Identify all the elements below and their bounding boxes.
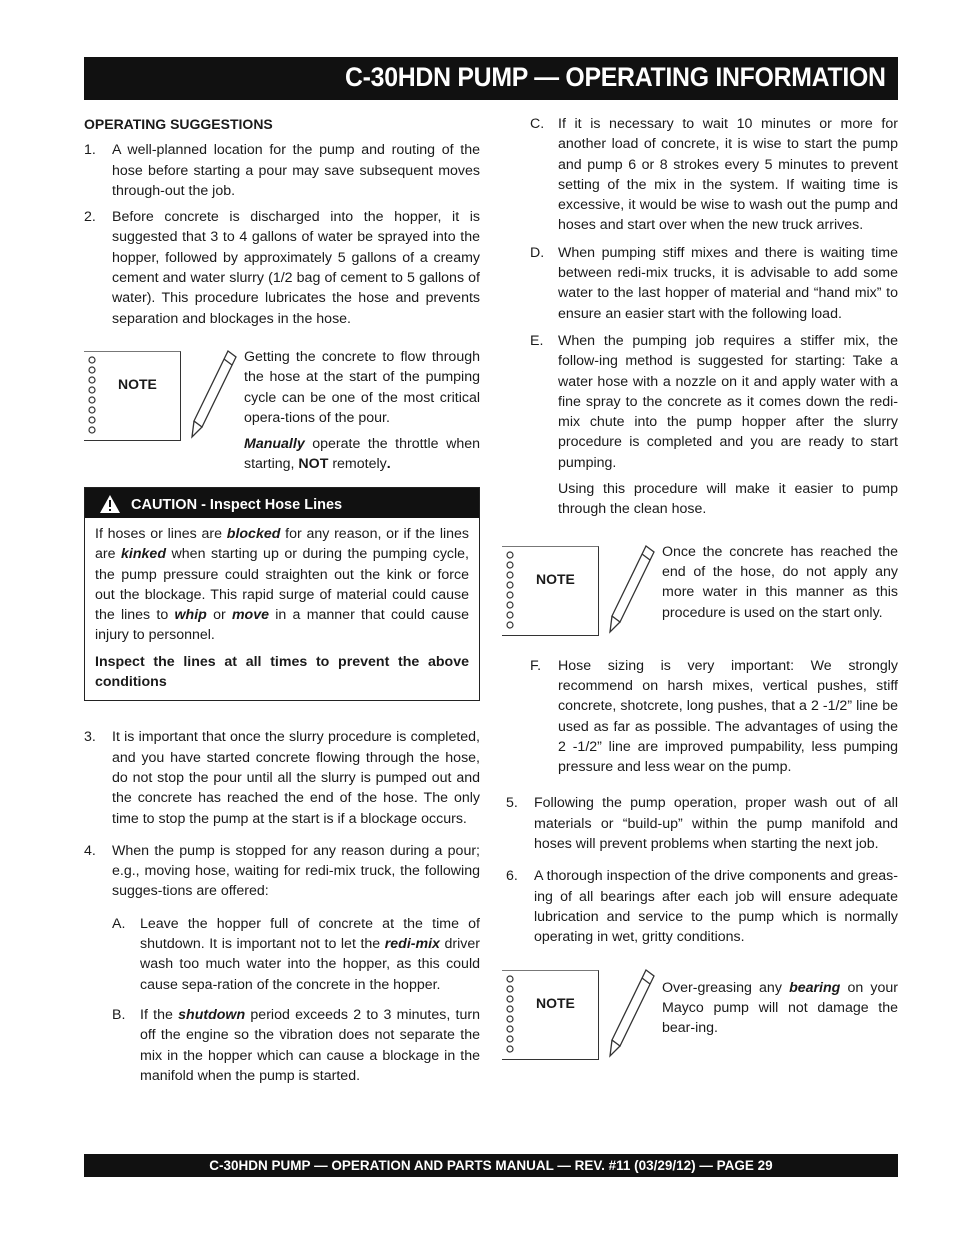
section-heading: OPERATING SUGGESTIONS — [84, 116, 273, 132]
notepad-icon — [502, 970, 599, 1060]
right-column — [506, 114, 899, 1072]
list-item-1: 1. A well-planned location for the pump and routing of the hose before starting a pour may save subsequent moves through-out the job. — [84, 142, 480, 199]
note-block-3 — [502, 966, 898, 1066]
pencil-icon — [606, 542, 656, 638]
pencil-icon — [188, 347, 238, 443]
notepad-icon — [84, 351, 181, 441]
sub-item-d: D. When pumping stiff mixes and there is waiting time between redi-mix trucks, it is advisable to add some water to the last hopper of material and “hand mix” to ensure an easier start with the following load. — [530, 244, 898, 322]
list-item-2: 2. Before concrete is discharged into the hopper, it is suggested that 3 to 4 gallons of water be sprayed into the hopper, followed by approximately 5 gallons of a creamy cement and water slurry (1/2 bag of cement to 5 gallons of water). This procedure lubricates the hose and prevents separation and blockages in the hose. — [84, 209, 480, 327]
throttle-note: Manually operate the throttle when starting, NOT remotely. — [244, 436, 480, 473]
note-text-1: Getting the concrete to flow through the hose at the start of the pumping cycle can be one of the most critical opera-tions of the pour. Manually operate the throttle when starting, NOT remotely. — [244, 347, 480, 475]
page-title: C-30HDN PUMP — OPERATING INFORMATION — [345, 62, 886, 92]
note-label: NOTE — [536, 994, 575, 1011]
list-item-5: 5. Following the pump operation, proper wash out of all materials or “build-up” within the pump manifold and hoses will prevent problems when starting the next job. — [506, 795, 898, 853]
spiral-rings-icon — [86, 356, 98, 438]
list-item-4: 4. When the pump is stopped for any reason during a pour; e.g., moving hose, waiting for redi-mix truck, the following sugges-tions are offered: — [84, 842, 480, 900]
notepad-icon — [502, 546, 599, 636]
caution-warning: Inspect the lines at all times to prevent the above conditions — [95, 653, 469, 691]
caution-title: CAUTION - Inspect Hose Lines — [131, 496, 343, 513]
note-label: NOTE — [536, 570, 575, 587]
sub-item-b: B. If the shutdown period exceeds 2 to 3 minutes, turn off the engine so the vibration does not separate the mix in the hopper which can cause a blockage in the manifold when the pump is started. — [112, 1006, 480, 1084]
pencil-icon — [606, 966, 656, 1062]
left-column — [84, 114, 480, 1096]
sub-item-f: F. Hose sizing is very important: We strongly recommend on harsh mixes, vertical pushes, stiff concrete, shotcrete, long pushes, that a 2 -1/2” line be used as far as possible. The advantages of using the 2 -1/2” line are improved pumpability, less pumping pressure and less wear on the pump. — [530, 657, 898, 776]
warning-icon — [99, 494, 121, 514]
note-label: NOTE — [118, 375, 157, 392]
note-block-1 — [84, 347, 480, 475]
sub-item-e: E. When the pumping job requires a stiffer mix, the follow-ing method is suggested for starting: Take a water hose with a nozzle on it and apply water with a fine spray to the concrete as it comes down the redi-mix chute into the pump hopper after the slurry procedure is completed and you are ready to start pumping. Using this procedure will make it easier to pump through the clean hose. — [530, 332, 898, 518]
page-footer: C-30HDN PUMP — OPERATION AND PARTS MANUAL — REV. #11 (03/29/12) — PAGE 29 — [84, 1154, 898, 1177]
sub-item-c: C. If it is necessary to wait 10 minutes or more for another load of concrete, it is wise to start the pump and pump 6 or 8 strokes every 5 minutes to prevent setting of the mix in the system. If waiting time is excessive, it would be wise to wash out the pump and hoses and start over when the new truck arrives. — [530, 116, 898, 234]
note-block-2 — [502, 542, 898, 650]
page-title-bar — [84, 57, 898, 100]
caution-paragraph: If hoses or lines are blocked for any reason, or if the lines are kinked when starting up or during the pumping cycle, the pump pressure could straighten out the kink or force out the blockage. This rapid surge of material could cause the lines to whip or move in a manner that could cause injury to personnel. — [95, 525, 469, 644]
list-item-3: 3. It is important that once the slurry procedure is completed, and you have started concrete flowing through the hose, do not stop the pour until all the slurry is pumped out and the concrete has reached the end of the hose. The only time to stop the pump at the start is if a blockage occurs. — [84, 729, 480, 827]
spiral-rings-icon — [504, 975, 516, 1057]
note-text-3: Over-greasing any bearing on your Mayco pump will not damage the bear-ing. — [662, 979, 899, 1037]
caution-body — [85, 518, 479, 700]
sub-item-a: A. Leave the hopper full of concrete at the time of shutdown. It is important not to let the redi-mix driver wash too much water into the hopper, as this could cause sepa-ration of the concrete in the hopper. — [112, 915, 480, 993]
spiral-rings-icon — [504, 551, 516, 633]
list-item-6: 6. A thorough inspection of the drive components and greas-ing of all bearings after each job will ensure adequate lubrication and service to the pump which is normally operating in wet, gritty conditions. — [506, 868, 898, 946]
caution-box — [84, 487, 480, 701]
caution-header — [85, 488, 479, 518]
note-text-2: Once the concrete has reached the end of the hose, do not apply any more water in this manner as this procedure is used on the start only. — [662, 543, 898, 621]
